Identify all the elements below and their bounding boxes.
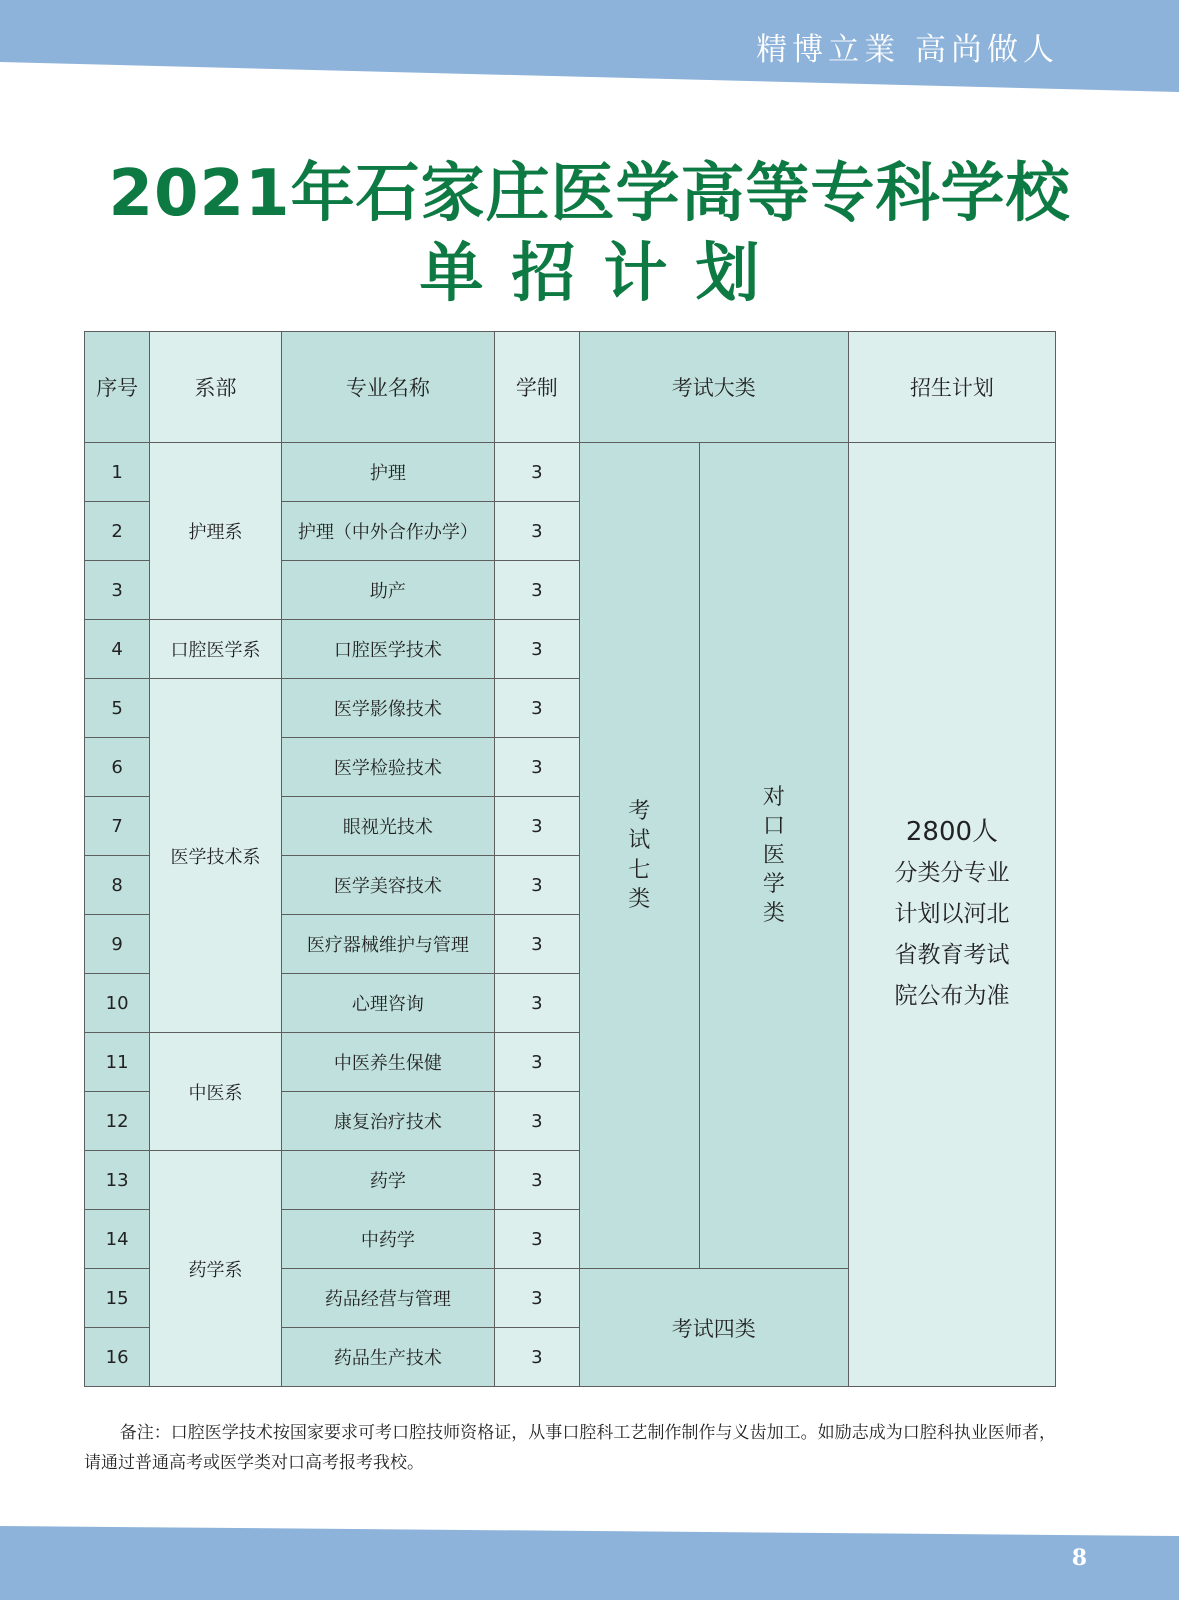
seq-cell: 2: [85, 502, 150, 561]
header-plan: 招生计划: [848, 332, 1055, 443]
department-cell: 医学技术系: [150, 679, 282, 1033]
years-cell: 3: [494, 1210, 579, 1269]
seq-cell: 1: [85, 443, 150, 502]
page-number: 8: [1071, 1545, 1087, 1571]
seq-cell: 16: [85, 1328, 150, 1387]
table-footnote: 备注：口腔医学技术按国家要求可考口腔技师资格证，从事口腔科工艺制作制作与义齿加工。如励志成为口腔科执业医师者，请通过普通高考或医学类对口高考报考我校。: [84, 1423, 1056, 1473]
department-cell: 中医系: [150, 1033, 282, 1151]
header-exam-category: 考试大类: [579, 332, 848, 443]
years-cell: 3: [494, 561, 579, 620]
major-cell: 医疗器械维护与管理: [281, 915, 494, 974]
plan-note: [849, 812, 1055, 1017]
major-cell: 中医养生保健: [281, 1033, 494, 1092]
years-cell: 3: [494, 1151, 579, 1210]
years-cell: 3: [494, 502, 579, 561]
years-cell: 3: [494, 620, 579, 679]
major-cell: 药品经营与管理: [281, 1269, 494, 1328]
page-subtitle: 单招计划: [419, 237, 788, 311]
department-cell: 口腔医学系: [150, 620, 282, 679]
years-cell: 3: [494, 915, 579, 974]
major-cell: 医学美容技术: [281, 856, 494, 915]
department-cell: 药学系: [150, 1151, 282, 1387]
header-seq: 序号: [85, 332, 150, 443]
plan-note-line: 省教育考试: [894, 942, 1010, 968]
years-cell: 3: [494, 1033, 579, 1092]
seq-cell: 3: [85, 561, 150, 620]
years-cell: 3: [494, 974, 579, 1033]
plan-count: 2800人: [905, 817, 999, 847]
exam-four-cell: 考试四类: [579, 1269, 848, 1387]
major-cell: 药品生产技术: [281, 1328, 494, 1387]
years-cell: 3: [494, 1092, 579, 1151]
seq-cell: 10: [85, 974, 150, 1033]
plan-note-line: 院公布为准: [894, 983, 1010, 1009]
seq-cell: 5: [85, 679, 150, 738]
major-cell: 中药学: [281, 1210, 494, 1269]
major-cell: 护理: [281, 443, 494, 502]
major-cell: 心理咨询: [281, 974, 494, 1033]
table-header-row: [85, 332, 1056, 443]
seq-cell: 15: [85, 1269, 150, 1328]
seq-cell: 14: [85, 1210, 150, 1269]
enrollment-plan-table: [84, 331, 1056, 1387]
major-cell: 医学影像技术: [281, 679, 494, 738]
seq-cell: 4: [85, 620, 150, 679]
seq-cell: 11: [85, 1033, 150, 1092]
major-cell: 眼视光技术: [281, 797, 494, 856]
years-cell: 3: [494, 1269, 579, 1328]
footer-band: [0, 1526, 1179, 1600]
years-cell: 3: [494, 797, 579, 856]
years-cell: 3: [494, 738, 579, 797]
major-cell: 护理（中外合作办学）: [281, 502, 494, 561]
seq-cell: 8: [85, 856, 150, 915]
exam-medical-cell: [699, 443, 848, 1269]
seq-cell: 7: [85, 797, 150, 856]
plan-note-line: 计划以河北: [894, 901, 1010, 927]
major-cell: 医学检验技术: [281, 738, 494, 797]
plan-cell: [848, 443, 1055, 1387]
page-title: 2021年石家庄医学高等专科学校: [108, 157, 1071, 231]
table-row: [85, 443, 1056, 502]
header-department: 系部: [150, 332, 282, 443]
major-cell: 康复治疗技术: [281, 1092, 494, 1151]
years-cell: 3: [494, 856, 579, 915]
plan-note-line: 分类分专业: [894, 860, 1010, 886]
department-cell: 护理系: [150, 443, 282, 620]
years-cell: 3: [494, 1328, 579, 1387]
exam-seven-label: 考试七类: [628, 799, 651, 912]
years-cell: 3: [494, 679, 579, 738]
major-cell: 药学: [281, 1151, 494, 1210]
seq-cell: 12: [85, 1092, 150, 1151]
major-cell: 助产: [281, 561, 494, 620]
seq-cell: 6: [85, 738, 150, 797]
exam-seven-cell: [579, 443, 699, 1269]
footer-band-shape: [0, 1526, 1179, 1600]
major-cell: 口腔医学技术: [281, 620, 494, 679]
seq-cell: 9: [85, 915, 150, 974]
school-slogan: 精博立業 高尚做人: [756, 32, 1059, 68]
years-cell: 3: [494, 443, 579, 502]
header-years: 学制: [494, 332, 579, 443]
header-major: 专业名称: [281, 332, 494, 443]
seq-cell: 13: [85, 1151, 150, 1210]
exam-medical-label: 对口医学类: [762, 784, 785, 927]
